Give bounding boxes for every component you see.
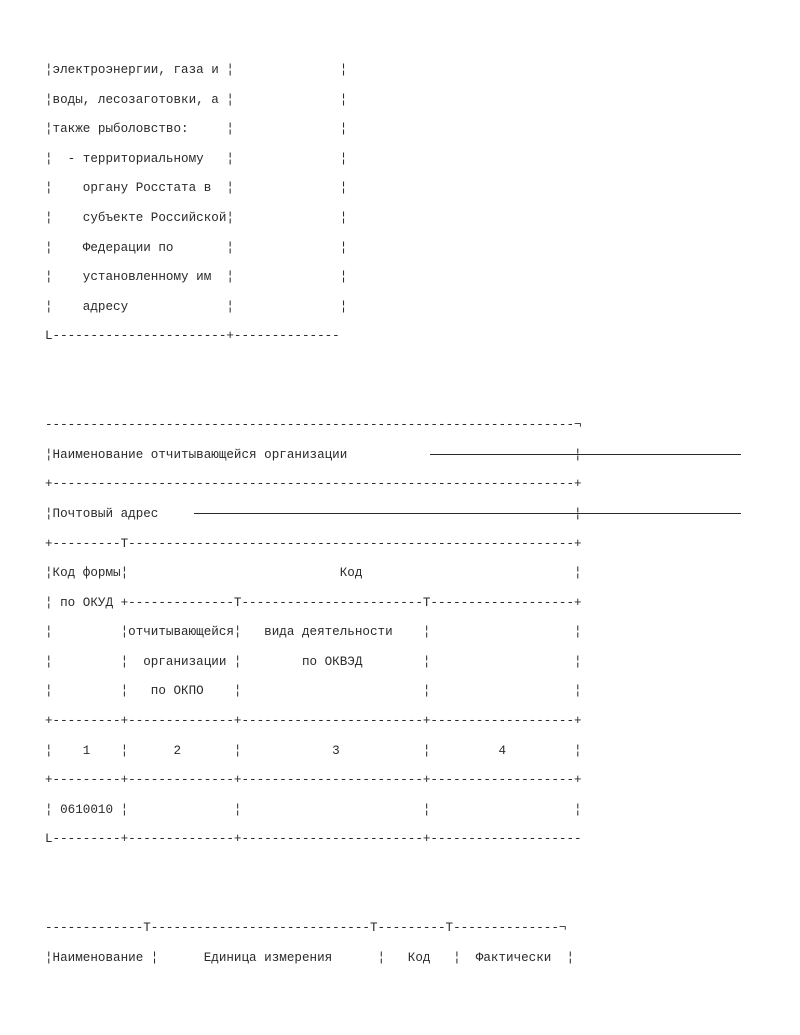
postal-address-row: ¦Почтовый адрес ¦ [45,506,582,521]
text-line: ¦ - территориальному ¦ ¦ [45,151,348,166]
separator-line: +---------T-----------------------------------------------------------+ [45,536,582,551]
text-line: ¦электроэнергии, газа и ¦ ¦ [45,63,348,77]
table-bottom-border: L---------+--------------+------------------------+-------------------- [45,832,582,847]
separator-line: +---------+--------------+------------------------+-------------------+ [45,773,582,788]
code-columns-row: ¦ ¦отчитывающейся¦ вида деятельности ¦ ¦ [45,625,582,640]
data-table-header-row: ¦Наименование ¦ Единица измерения ¦ Код ¦ Фактически ¦ [45,950,575,965]
code-columns-row: ¦ ¦ по ОКПО ¦ ¦ ¦ [45,684,582,699]
form-code-row: ¦ 0610010 ¦ ¦ ¦ ¦ [45,802,582,817]
form-text-block [45,56,582,973]
code-header-row: ¦Код формы¦ Код ¦ [45,566,582,581]
postal-address-input-line[interactable] [194,513,741,514]
text-line: ¦также рыболовство: ¦ ¦ [45,122,348,137]
organization-name-row: ¦Наименование отчитывающейся организации ¦ [45,447,582,462]
data-table-top-border: -------------T-----------------------------T---------T--------------¬ [45,921,567,936]
column-numbers-row: ¦ 1 ¦ 2 ¦ 3 ¦ 4 ¦ [45,743,582,758]
organization-name-input-line[interactable] [430,454,741,455]
text-line: ¦ Федерации по ¦ ¦ [45,240,348,255]
blank-line [45,352,582,382]
separator-line: +---------+--------------+------------------------+-------------------+ [45,714,582,729]
text-line: ¦ установленному им ¦ ¦ [45,270,348,285]
text-line: ¦ органу Росстата в ¦ ¦ [45,181,348,196]
text-line: ¦ адресу ¦ ¦ [45,299,348,314]
blank-line [45,382,582,412]
code-columns-row: ¦ ¦ организации ¦ по ОКВЭД ¦ ¦ [45,654,582,669]
blank-line [45,855,582,885]
text-line: ¦воды, лесозаготовки, а ¦ ¦ [45,92,348,107]
text-line: ¦ субъекте Российской¦ ¦ [45,210,348,225]
separator-line: +---------------------------------------------------------------------+ [45,477,582,492]
code-subheader-row: ¦ по ОКУД +--------------T------------------------T-------------------+ [45,595,582,610]
blank-line [45,885,582,915]
header-table-top-border: ----------------------------------------------------------------------¬ [45,418,582,433]
table-bottom-border: L-----------------------+-------------- [45,329,340,344]
